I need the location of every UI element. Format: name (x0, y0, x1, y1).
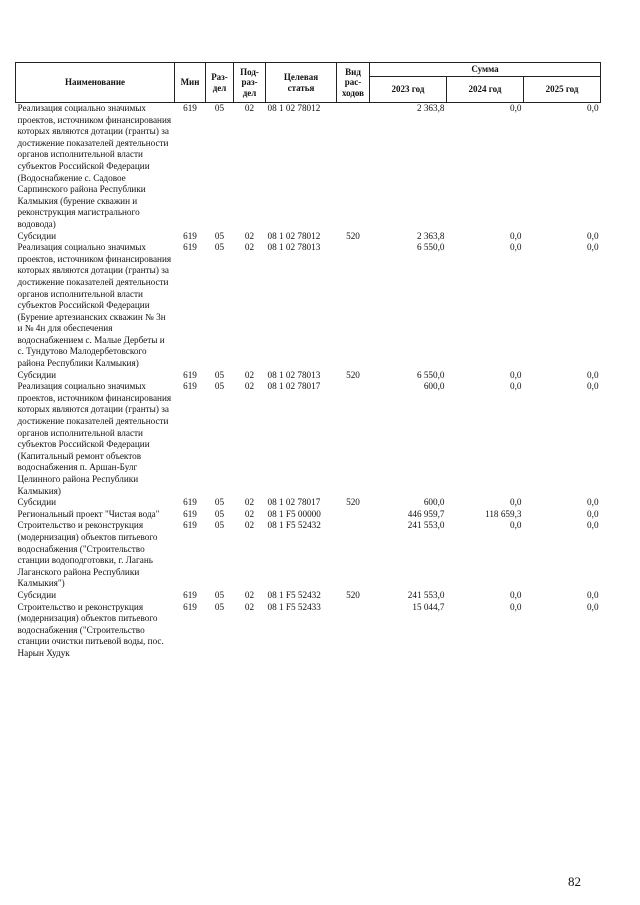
table-row (16, 497, 601, 509)
cell-razdel: 05 (214, 589, 225, 600)
header-summa: Сумма (370, 63, 601, 77)
cell-razdel: 05 (214, 103, 225, 113)
cell-sum-2025: 0,0 (587, 369, 599, 380)
table-row (16, 242, 601, 370)
cell-min: 619 (183, 381, 197, 392)
cell-sum-2025: 0,0 (587, 230, 599, 241)
cell-name: Строительство и реконструкция (модернизация) объектов питьевого водоснабжения ("Строительство станции очистки питьевой воды, пос. Нарын Худук (17, 601, 164, 658)
cell-min: 619 (183, 103, 197, 113)
cell-vid (337, 602, 370, 660)
cell-razdel: 05 (214, 601, 225, 612)
cell-razdel: 05 (214, 520, 225, 531)
cell-sum-2023: 241 553,0 (407, 520, 445, 531)
page-number: 82 (568, 874, 581, 889)
cell-sum-2024: 0,0 (510, 242, 522, 253)
table-row (16, 381, 601, 497)
cell-sum-2025: 0,0 (587, 520, 599, 531)
cell-sum-2024: 0,0 (510, 381, 522, 392)
header-vid: Вид рас- ходов (337, 63, 370, 103)
cell-sum-2025: 0,0 (587, 589, 599, 600)
cell-razdel: 05 (214, 242, 225, 253)
cell-min: 619 (183, 520, 197, 531)
cell-podrazdel: 02 (244, 589, 255, 600)
cell-vid (337, 381, 370, 497)
table-row (16, 520, 601, 590)
cell-sum-2025: 0,0 (587, 103, 599, 113)
cell-vid: 520 (346, 230, 360, 241)
table-row (16, 231, 601, 243)
cell-target: 08 1 02 78017 (267, 381, 321, 392)
table-row (16, 602, 601, 660)
cell-target: 08 1 02 78012 (267, 103, 321, 113)
cell-target: 08 1 F5 00000 (267, 508, 321, 519)
header-2023: 2023 год (370, 77, 447, 103)
cell-sum-2023: 15 044,7 (412, 601, 445, 612)
cell-sum-2024: 0,0 (510, 369, 522, 380)
cell-sum-2024: 0,0 (510, 497, 522, 508)
header-razdel: Раз- дел (206, 63, 234, 103)
table-body (16, 103, 601, 660)
cell-sum-2024: 118 659,3 (485, 508, 522, 519)
header-target: Целевая статья (266, 63, 337, 103)
cell-sum-2025: 0,0 (587, 497, 599, 508)
cell-razdel: 05 (214, 508, 225, 519)
cell-podrazdel: 02 (244, 381, 255, 392)
cell-razdel: 05 (214, 369, 225, 380)
cell-min: 619 (183, 508, 197, 519)
header-2025: 2025 год (524, 77, 601, 103)
cell-sum-2023: 600,0 (423, 381, 445, 392)
cell-vid (337, 520, 370, 590)
cell-sum-2023: 6 550,0 (416, 369, 445, 380)
cell-name: Субсидии (17, 369, 57, 380)
cell-min: 619 (183, 601, 197, 612)
cell-podrazdel: 02 (244, 508, 255, 519)
cell-sum-2023: 600,0 (423, 497, 445, 508)
table-header (16, 63, 601, 103)
header-name: Наименование (16, 63, 175, 103)
cell-min: 619 (183, 497, 197, 508)
cell-sum-2025: 0,0 (587, 242, 599, 253)
cell-sum-2025: 0,0 (587, 381, 599, 392)
cell-sum-2023: 241 553,0 (407, 589, 445, 600)
cell-name: Субсидии (17, 497, 57, 508)
table-row (16, 103, 601, 231)
cell-razdel: 05 (214, 497, 225, 508)
cell-sum-2023: 6 550,0 (416, 242, 445, 253)
cell-vid (337, 103, 370, 231)
cell-podrazdel: 02 (244, 497, 255, 508)
cell-target: 08 1 02 78013 (267, 242, 321, 253)
table-row (16, 370, 601, 382)
cell-podrazdel: 02 (244, 520, 255, 531)
cell-podrazdel: 02 (244, 242, 255, 253)
cell-sum-2025: 0,0 (587, 601, 599, 612)
header-2024: 2024 год (447, 77, 524, 103)
cell-podrazdel: 02 (244, 369, 255, 380)
header-min: Мин (175, 63, 206, 103)
cell-name: Реализация социально значимых проектов, источником финансирования которых являются дотации (гранты) за достижение показателей деятельности органов исполнительной власти субъектов Российской Федерации (Водоснабжение с. Садовое Сарпинского района Республики Калмыкия (бурение скважин и реконструкция магистрального водовода) (17, 103, 172, 229)
cell-sum-2024: 0,0 (510, 601, 522, 612)
cell-sum-2023: 2 363,8 (416, 103, 445, 113)
budget-table (15, 62, 601, 660)
cell-name: Реализация социально значимых проектов, источником финансирования которых являются дотации (гранты) за достижение показателей деятельности органов исполнительной власти субъектов Российской Федерации (Бурение артезианских скважин № 3н и № 4н для обеспечения водоснабжением с. Малые Дербеты и с. Тундутово Малодербетовского района Республики Калмыкия) (17, 242, 172, 369)
cell-razdel: 05 (214, 230, 225, 241)
cell-sum-2024: 0,0 (510, 230, 522, 241)
cell-podrazdel: 02 (244, 103, 255, 113)
cell-razdel: 05 (214, 381, 225, 392)
cell-target: 08 1 F5 52433 (267, 601, 321, 612)
cell-name: Строительство и реконструкция (модернизация) объектов питьевого водоснабжения ("Строительство станции водоподготовки, г. Лагань Лаганского района Республики Калмыкия") (17, 520, 158, 589)
cell-target: 08 1 F5 52432 (267, 589, 321, 600)
cell-vid: 520 (346, 369, 360, 380)
cell-podrazdel: 02 (244, 230, 255, 241)
cell-min: 619 (183, 242, 197, 253)
table-row (16, 590, 601, 602)
cell-vid: 520 (346, 589, 360, 600)
cell-sum-2023: 446 959,7 (407, 508, 445, 519)
cell-sum-2024: 0,0 (510, 589, 522, 600)
cell-target: 08 1 02 78013 (267, 369, 321, 380)
header-podrazdel: Под- раз- дел (234, 63, 266, 103)
cell-target: 08 1 02 78017 (267, 497, 321, 508)
cell-min: 619 (183, 369, 197, 380)
cell-min: 619 (183, 589, 197, 600)
cell-min: 619 (183, 230, 197, 241)
cell-name: Региональный проект "Чистая вода" (17, 508, 160, 519)
cell-vid (337, 509, 370, 521)
cell-sum-2025: 0,0 (587, 508, 599, 519)
cell-podrazdel: 02 (244, 601, 255, 612)
cell-sum-2023: 2 363,8 (416, 230, 445, 241)
cell-name: Субсидии (17, 230, 57, 241)
cell-name: Субсидии (17, 589, 57, 600)
cell-sum-2024: 0,0 (510, 520, 522, 531)
table-row (16, 509, 601, 521)
cell-sum-2024: 0,0 (510, 103, 522, 113)
cell-vid: 520 (346, 497, 360, 508)
cell-vid (337, 242, 370, 370)
cell-target: 08 1 F5 52432 (267, 520, 321, 531)
cell-name: Реализация социально значимых проектов, источником финансирования которых являются дотации (гранты) за достижение показателей деятельности органов исполнительной власти субъектов Российской Федерации (Капитальный ремонт объектов водоснабжения п. Аршан-Булг Целинного района Республики Калмыкия) (17, 381, 172, 496)
cell-target: 08 1 02 78012 (267, 230, 321, 241)
